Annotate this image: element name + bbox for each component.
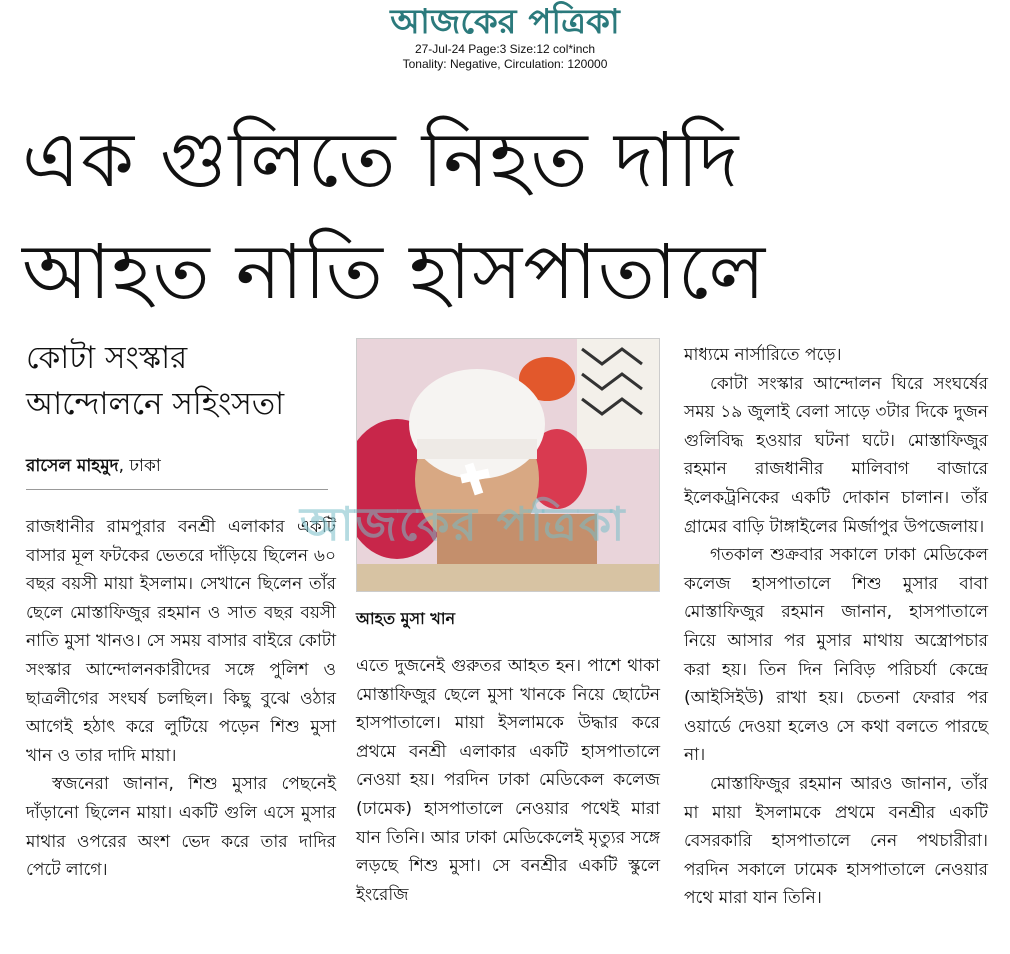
- subhead-line-2: আন্দোলনে সহিংসতা: [26, 386, 285, 422]
- paragraph: রাজধানীর রামপুরার বনশ্রী এলাকার একটি বাসার মূল ফটকের ভেতরে দাঁড়িয়ে ছিলেন ৬০ বছর বয়সী মায়া ইসলাম। সেখানে ছিলেন তাঁর ছেলে মোস্তাফিজুর রহমান ও সাত বছর বয়সী নাতি মুসা খানও। সে সময় বাসার বাইরে কোটা সংস্কার আন্দোলনকারীদের সঙ্গে পুলিশ ও ছাত্রলীগের সংঘর্ষ চলছিল। কিছু বুঝে ওঠার আগেই হঠাৎ করে লুটিয়ে পড়েন শিশু মুসা খান ও তার দাদি মায়া।: [26, 517, 336, 766]
- headline-line-2: আহত নাতি হাসপাতালে: [22, 227, 767, 316]
- watermark: আজকের পত্রিকা: [300, 497, 627, 551]
- headline: [22, 104, 1002, 328]
- byline-place: , ঢাকা: [118, 456, 161, 476]
- masthead: [0, 2, 1010, 72]
- clipping-meta-tonality: Tonality: Negative, Circulation: 120000: [402, 57, 608, 71]
- subheadline: [26, 335, 284, 427]
- byline: [26, 455, 161, 477]
- article-column-2: [356, 652, 660, 909]
- paragraph: মাধ্যমে নার্সারিতে পড়ে।: [684, 345, 842, 365]
- paragraph: কোটা সংস্কার আন্দোলন ঘিরে সংঘর্ষের সময় ১৯ জুলাই বেলা সাড়ে ৩টার দিকে দুজন গুলিবিদ্ধ হওয়ার ঘটনা ঘটে। মোস্তাফিজুর রহমান রাজধানীর মালিবাগ বাজারে ইলেকট্রনিকের একটি দোকান চালান। তাঁর গ্রামের বাড়ি টাঙ্গাইলের মির্জাপুর উপজেলায়।: [684, 373, 988, 537]
- paragraph: এতে দুজনেই গুরুতর আহত হন। পাশে থাকা মোস্তাফিজুর ছেলে মুসা খানকে নিয়ে ছোটেন হাসপাতালে। মায়া ইসলামকে উদ্ধার করে প্রথমে বনশ্রী এলাকার একটি হাসপাতালে নেওয়া হয়। পরদিন ঢাকা মেডিকেল কলেজ (ঢামেক) হাসপাতালে নেওয়ার পথেই মারা যান তিনি। আর ঢাকা মেডিকেলেই মৃত্যুর সঙ্গে লড়ছে শিশু মুসা। সে বনশ্রীর একটি স্কুলে ইংরেজি: [356, 656, 660, 905]
- article-column-1: [26, 513, 336, 885]
- paragraph: স্বজনেরা জানান, শিশু মুসার পেছনেই দাঁড়ানো ছিলেন মায়া। একটি গুলি এসে মুসার মাথার ওপরের অংশ ভেদ করে তার দাদির পেটে লাগে।: [26, 774, 336, 881]
- headline-line-1: এক গুলিতে নিহত দাদি: [22, 115, 740, 204]
- clipping-meta-date: 27-Jul-24 Page:3 Size:12 col*inch: [414, 42, 596, 56]
- paragraph: মোস্তাফিজুর রহমান আরও জানান, তাঁর মা মায়া ইসলামকে প্রথমে বনশ্রীর একটি বেসরকারি হাসপাতালে নেন পথচারীরা। পরদিন সকালে ঢামেক হাসপাতালে নেওয়ার পথে মারা যান তিনি।: [684, 773, 988, 909]
- article-column-3: [684, 341, 988, 913]
- byline-divider: [26, 489, 328, 490]
- photo-caption: আহত মুসা খান: [356, 609, 456, 628]
- newspaper-logo: আজকের পত্রিকা: [390, 2, 620, 42]
- byline-author: রাসেল মাহমুদ: [26, 456, 119, 476]
- paragraph: গতকাল শুক্রবার সকালে ঢাকা মেডিকেল কলেজ হাসপাতালে শিশু মুসার বাবা মোস্তাফিজুর রহমান জানান, হাসপাতালে নিয়ে আসার পর মুসার মাথায় অস্ত্রোপচার করা হয়। তিন দিন নিবিড় পরিচর্যা কেন্দ্রে (আইসিইউ) রাখা হয়। চেতনা ফেরার পর ওয়ার্ডে দেওয়া হলেও সে কথা বলতে পারছে না।: [684, 545, 989, 766]
- subhead-line-1: কোটা সংস্কার: [26, 340, 188, 376]
